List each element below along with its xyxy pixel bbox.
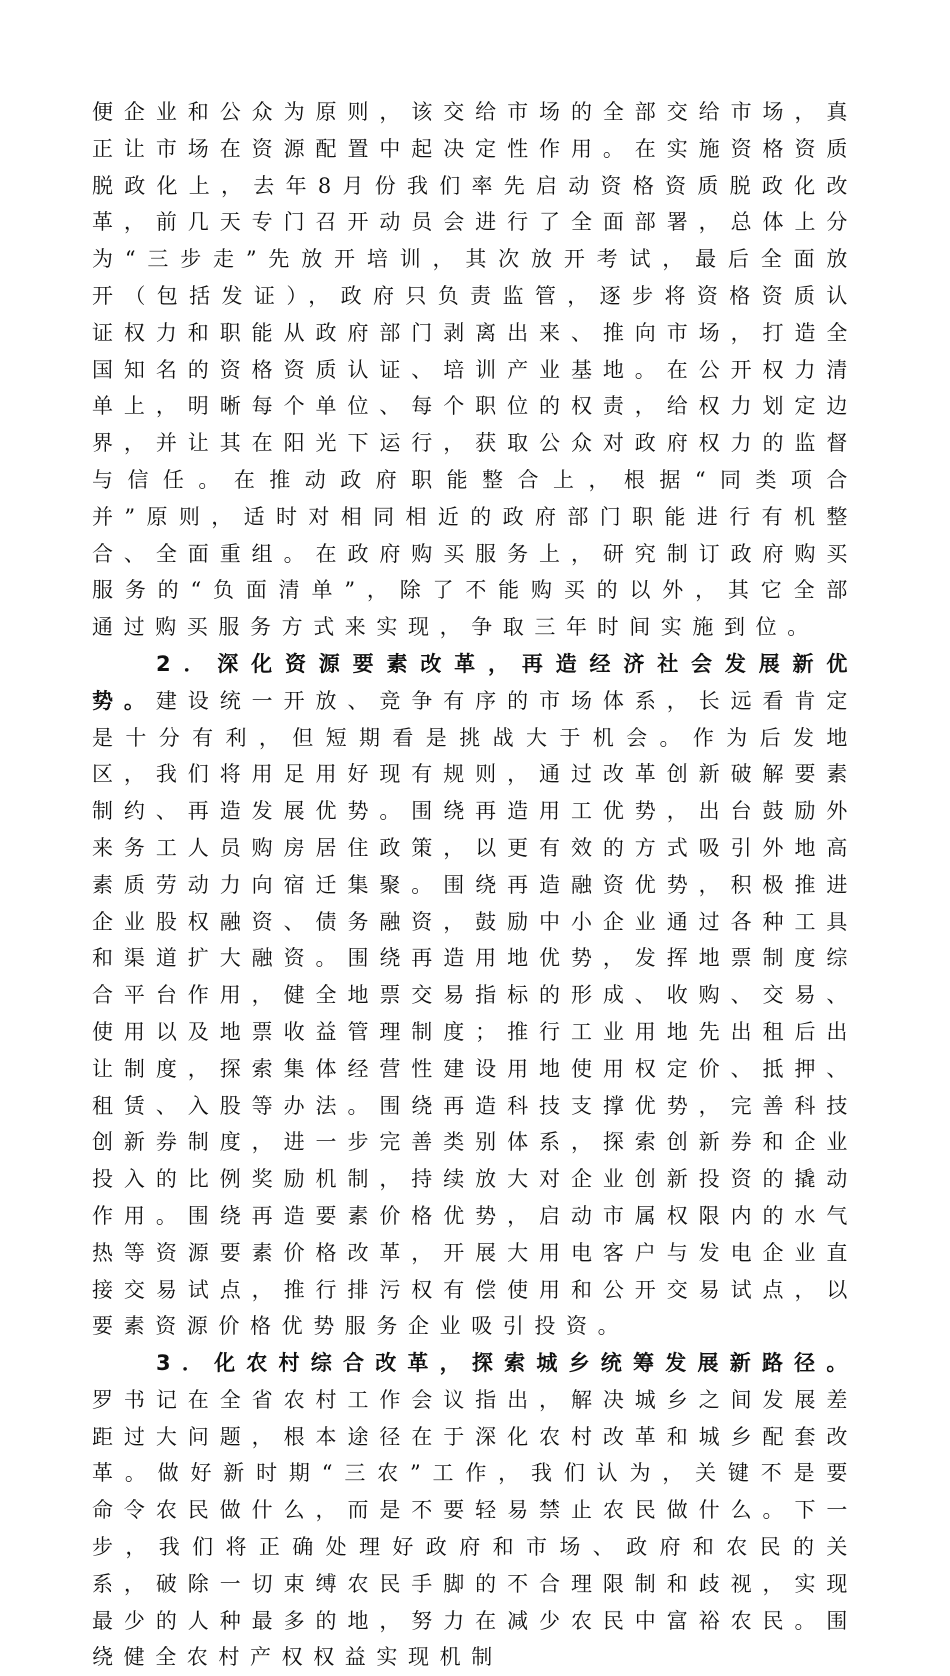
paragraph-2-heading: 2．深化资源要素改革，再造经济社会发展新优势。 — [92, 651, 858, 713]
paragraph-1 — [92, 94, 858, 646]
paragraph-3 — [92, 1345, 858, 1676]
paragraph-3-body: 罗书记在全省农村工作会议指出，解决城乡之间发展差距过大问题，根本途径在于深化农村改革和城乡配套改革。做好新时期“三农”工作，我们认为，关键不是要命令农民做什么，而是不要轻易禁止农民做什么。下一步，我们将正确处理好政府和市场、政府和农民的关系，破除一切束缚农民手脚的不合理限制和歧视，实现最少的人种最多的地，努力在减少农民中富裕农民。围绕健全农村产权权益实现机制 — [92, 1387, 858, 1670]
paragraph-3-heading: 3．化农村综合改革，探索城乡统筹发展新路径。 — [156, 1351, 858, 1376]
paragraph-2 — [92, 646, 858, 1345]
paragraph-2-body: 建设统一开放、竞争有序的市场体系，长远看肯定是十分有利，但短期看是挑战大于机会。作为后发地区，我们将用足用好现有规则，通过改革创新破解要素制约、再造发展优势。围绕再造用工优势，出台鼓励外来务工人员购房居住政策，以更有效的方式吸引外地高素质劳动力向宿迁集聚。围绕再造融资优势，积极推进企业股权融资、债务融资，鼓励中小企业通过各种工具和渠道扩大融资。围绕再造用地优势，发挥地票制度综合平台作用，健全地票交易指标的形成、收购、交易、使用以及地票收益管理制度；推行工业用地先出租后出让制度，探索集体经营性建设用地使用权定价、抵押、租赁、入股等办法。围绕再造科技支撑优势，完善科技创新券制度，进一步完善类别体系，探索创新券和企业投入的比例奖励机制，持续放大对企业创新投资的撬动作用。围绕再造要素价格优势，启动市属权限内的水气热等资源要素价格改革，开展大用电客户与发电企业直接交易试点，推行排污权有偿使用和公开交易试点，以要素资源价格优势服务企业吸引投资。 — [92, 688, 859, 1339]
paragraph-1-body: 便企业和公众为原则，该交给市场的全部交给市场，真正让市场在资源配置中起决定性作用。在实施资格资质脱政化上，去年8月份我们率先启动资格资质脱政化改革，前几天专门召开动员会进行了全面部署，总体上分为“三步走”先放开培训，其次放开考试，最后全面放开（包括发证），政府只负责监管，逐步将资格资质认证权力和职能从政府部门剥离出来、推向市场，打造全国知名的资格资质认证、培训产业基地。在公开权力清单上，明晰每个单位、每个职位的权责，给权力划定边界，并让其在阳光下运行，获取公众对政府权力的监督与信任。在推动政府职能整合上，根据“同类项合并”原则，适时对相同相近的政府部门职能进行有机整合、全面重组。在政府购买服务上，研究制订政府购买服务的“负面清单”，除了不能购买的以外，其它全部通过购买服务方式来实现，争取三年时间实施到位。 — [92, 100, 858, 640]
document-page — [92, 94, 858, 1676]
